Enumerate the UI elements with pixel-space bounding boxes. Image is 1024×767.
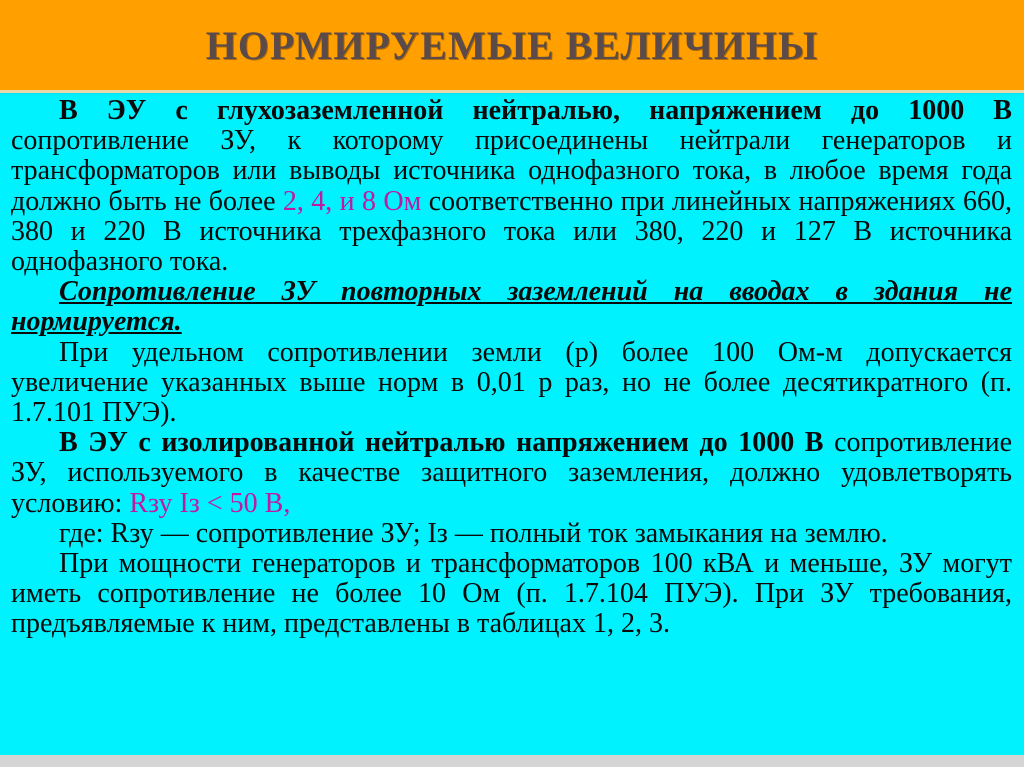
- paragraph-soil-resistivity: При удельном сопротивлении земли (р) более 100 Ом-м допускается увеличение указанных выше норм в 0,01 р раз, но не более десятикратного (п. 1.7.101 ПУЭ).: [11, 336, 1012, 429]
- paragraph-heading: В ЭУ с изолированной нейтралью напряжением до 1000 В: [59, 427, 824, 459]
- content-panel: [0, 95, 1024, 755]
- paragraph-repeated-grounding: [11, 277, 1012, 337]
- paragraph-text: сопротивление ЗУ, к которому присоединены нейтрали генераторов и трансформаторов или выводы источника однофазного тока, в любое время года должно быть не более: [11, 125, 1012, 217]
- page-title: НОРМИРУЕМЫЕ ВЕЛИЧИНЫ: [205, 22, 819, 68]
- resistance-values-highlight: 2, 4, и 8 Ом: [282, 185, 422, 217]
- paragraph-definitions: где: Rзу — сопротивление ЗУ; Iз — полный ток замыкания на землю.: [59, 517, 888, 549]
- paragraph-heading: В ЭУ с глухозаземленной нейтралью, напряжением до 1000 В: [59, 95, 1012, 126]
- paragraph-isolated-neutral: [11, 428, 1012, 519]
- paragraph-text-continued: соответственно при линейных напряжениях 660, 380 и 220 В источника трехфазного тока или 380, 220 и 127 В источника однофазного тока.: [11, 185, 1013, 278]
- bottom-strip: [0, 755, 1024, 767]
- paragraph-grounded-neutral: [11, 96, 1012, 277]
- paragraph-text: сопротивление ЗУ, используемого в качестве защитного заземления, должно удовлетворять условию:: [11, 427, 1013, 519]
- paragraph-low-power: При мощности генераторов и трансформаторов 100 кВА и меньше, ЗУ могут иметь сопротивление не более 10 Ом (п. 1.7.104 ПУЭ). При ЗУ требования, предъявляемые к ним, представлены в таблицах 1, 2, 3.: [11, 548, 1012, 640]
- title-bar: [0, 0, 1024, 90]
- condition-formula-highlight: Rзу Iз < 50 В,: [129, 487, 291, 519]
- emphasis-text: Сопротивление ЗУ повторных заземлений на вводах в здания не нормируется.: [11, 276, 1012, 338]
